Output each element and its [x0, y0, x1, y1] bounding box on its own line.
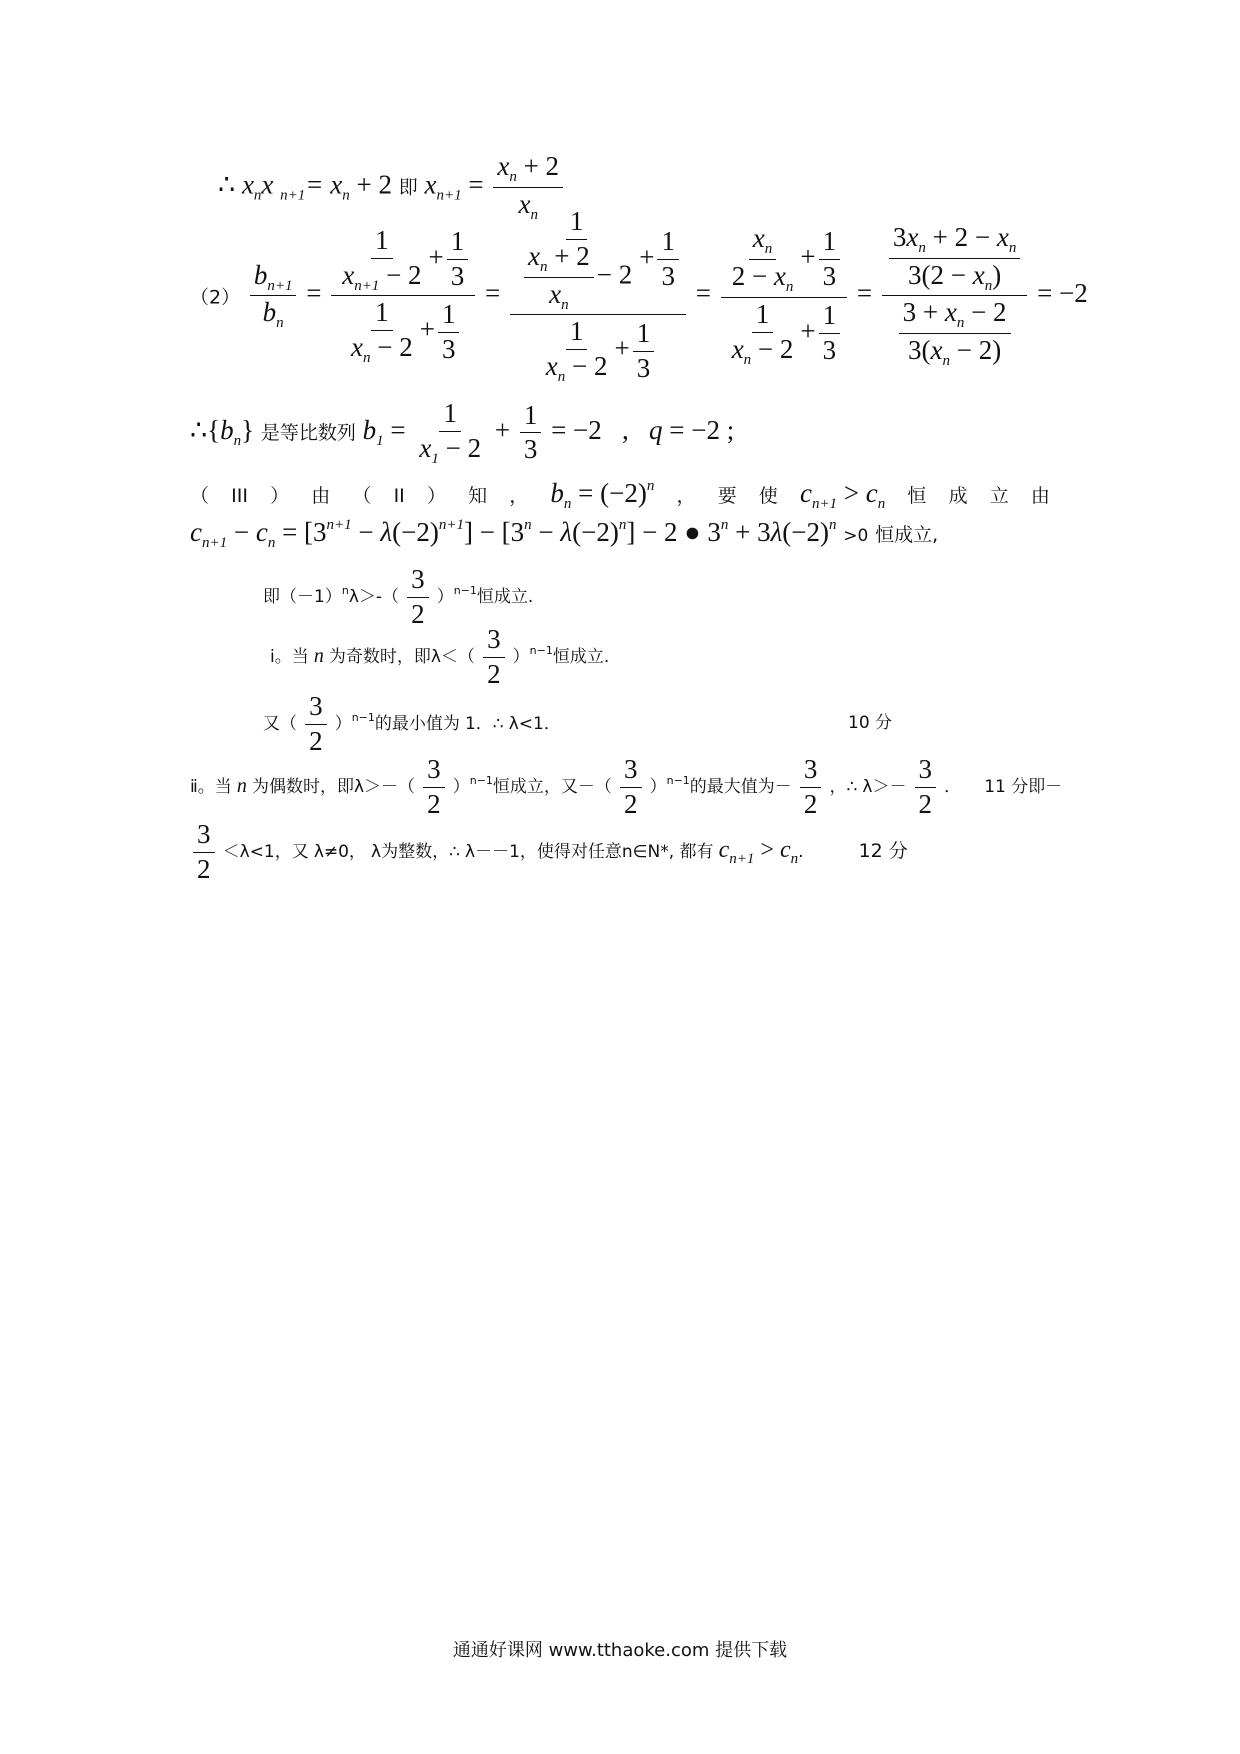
- text-comma: ，: [676, 485, 696, 507]
- text-heng: 恒: [907, 485, 927, 507]
- text-paren: ）: [649, 776, 667, 797]
- score-10: 10 分: [848, 713, 893, 733]
- score-11: 11 分即－: [984, 776, 1063, 797]
- text-paren: （: [190, 485, 210, 507]
- text-paren: ）: [452, 776, 470, 797]
- line-conclusion: $\frac{3}{2}$ ＜λ<1，又 λ≠0， λ为整数，∴ λ－－1，使得对任意n∈N*, 都有 $c_{n+1} > c_n$. 12 分: [190, 818, 908, 887]
- text-case-i: ⅰ。当: [270, 646, 309, 667]
- text-therefore: 1．∴: [464, 713, 504, 734]
- text-even: 为偶数时，即λ＞－（: [251, 776, 416, 797]
- line-ineq-1: 即$(-1)^n\lambda>-$（ $\frac{3}{2}$ ）$^{n-1}$恒成立.: [263, 564, 534, 629]
- text-odd: 为奇数时，即: [328, 646, 431, 667]
- line-ratio: （2） $\frac{b_{n+1}}{b_n}$ = $\frac{1}{x_{n+1} - 2}$ + $\frac{1}{3}$ $\frac{1}{x_n - 2}$ + $\frac{1}{3}$ = 1 $\frac{x_n + 2}{x_n}$ − 2 + $\frac{1}{3}$ $\frac{1}{x_n - 2}$ + $\frac{1}{3}$ = $\frac{x_n}{2 - x_n}$ + $\frac{1}{3}$ $\frac{1}{x_n - 2}$ + $\frac{1}{3}$ = $\frac{\frac{3x_n + 2 - x_n}{3(2 - x_n)}}{\frac{3 + x_n - 2}{3(x_n - 2)}}$ = −2: [190, 206, 1088, 385]
- text-holds: 恒成立,: [875, 524, 939, 546]
- text-lambda-lt: λ＜（: [430, 646, 475, 667]
- line-case-even: ⅱ。当 n 为偶数时，即λ＞－（ $\frac{3}{2}$ ）$^{n-1}$恒成立，又－（ $\frac{3}{2}$ ）$^{n-1}$的最大值为－ $\frac{3}{2}$ ，∴ λ＞－ $\frac{3}{2}$ ． 11 分即－: [190, 754, 1063, 819]
- text-lambda-gt: λ＞－: [862, 776, 907, 797]
- text-paren: （: [352, 485, 372, 507]
- text-cheng: 成: [948, 485, 968, 507]
- line-geometric: $\therefore\{b_n\}$ 是等比数列 $b_1$ = $\frac{1}{x_1 - 2}$ + $\frac{1}{3}$ = −2 , q = −2 ;: [190, 398, 735, 467]
- footer-download-note: 通通好课网 www.tthaoke.com 提供下载: [452, 1640, 788, 1661]
- text-holds-again: 恒成立，又－（: [492, 776, 612, 797]
- text-shi: 使: [758, 485, 778, 507]
- text-min: 的最小值为: [374, 713, 460, 734]
- text-paren: ）: [334, 713, 352, 734]
- text-li: 立: [989, 485, 1009, 507]
- text-paren: ）: [426, 485, 446, 507]
- text-integer: λ为整数，∴: [371, 841, 460, 862]
- line-min-value: 又（ $\frac{3}{2}$ ）$^{n-1}$的最小值为 1．∴ λ<1． 10 分: [263, 691, 893, 756]
- text-ji: 即: [398, 176, 418, 199]
- text-zhi: 知: [468, 485, 488, 507]
- text-comma: ，: [509, 485, 529, 507]
- text-you-paren: 又（: [263, 713, 297, 734]
- text-holds: 恒成立.: [552, 646, 610, 667]
- text-yao: 要: [717, 485, 737, 507]
- line-difference: $c_{n+1} - c_n = [3^{n+1} - \lambda(-2)^{n+1}] - [3^n - \lambda(-2)^n] - 2$ ● $3^n + 3\lambda(-2)^n >0$ 恒成立,: [190, 517, 939, 551]
- score-12: 12 分: [858, 839, 908, 862]
- text-lambda-nonzero: λ≠0，: [313, 841, 366, 862]
- text-range: ＜λ<1，又: [222, 841, 309, 862]
- line-case-odd: ⅰ。当 n 为奇数时，即λ＜（ $\frac{3}{2}$ ）$^{n-1}$恒成立.: [270, 624, 610, 689]
- text-geometric: 是等比数列: [260, 421, 356, 444]
- text-ineq-a: 即（－1）: [263, 586, 342, 607]
- text-paren: ）: [270, 485, 290, 507]
- text-holds: 恒成立.: [476, 586, 534, 607]
- text-case-ii: ⅱ。当: [190, 776, 232, 797]
- text-roman-ii: II: [393, 485, 405, 507]
- text-max: 的最大值为－: [689, 776, 792, 797]
- part-2-label: （2）: [190, 286, 241, 309]
- text-roman-iii: III: [231, 485, 248, 507]
- text-period: ．: [944, 776, 962, 797]
- text-ineq-b: λ＞-（: [348, 586, 400, 607]
- text-for-all: n∈N*, 都有: [621, 841, 714, 862]
- text-paren: ）: [436, 586, 454, 607]
- text-you: 由: [311, 485, 331, 507]
- text-paren: ）: [512, 646, 530, 667]
- line-part3-intro: （ III ） 由 （ II ） 知 ， $b_n = (-2)^n$ ， 要 使 $c_{n+1} > c_n$ 恒 成 立 由: [190, 478, 1050, 512]
- text-lambda-value: λ－－1，使得对任意: [465, 841, 622, 862]
- text-lambda-lt-1: λ<1．: [508, 713, 561, 734]
- line-recurrence: ∴ $x_nx$ $_{n+1}= x_n + 2$ 即 $x_{n+1}$ = $\frac{x_n + 2}{x_n}$: [218, 150, 566, 225]
- text-you: 由: [1030, 485, 1050, 507]
- text-therefore: ，∴: [829, 776, 858, 797]
